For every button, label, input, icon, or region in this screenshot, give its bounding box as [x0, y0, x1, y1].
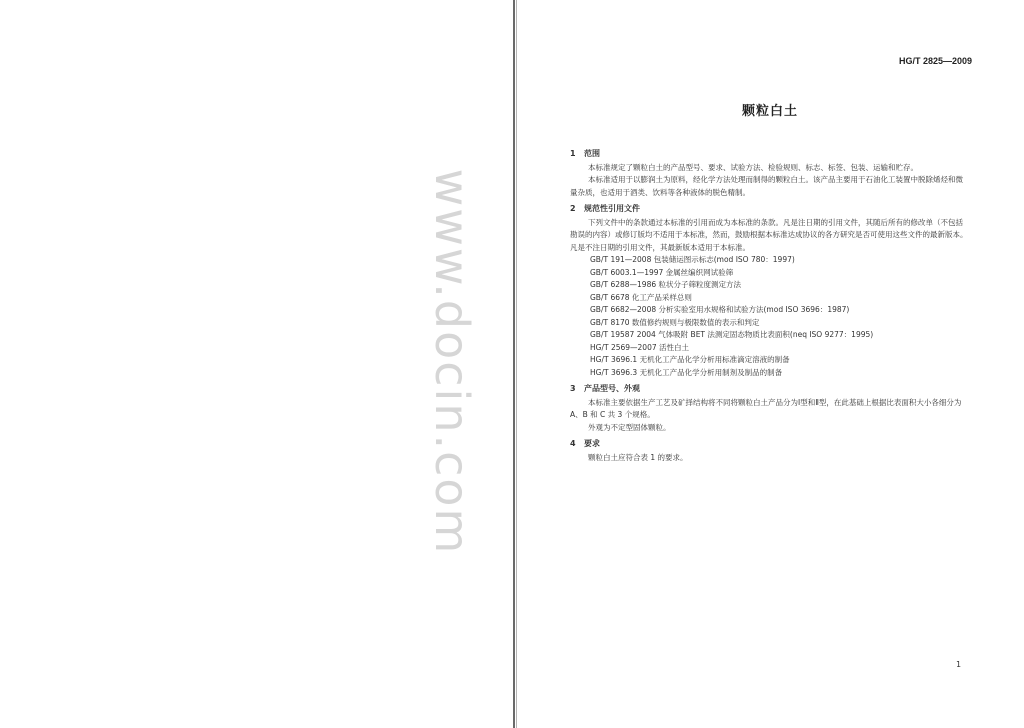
paragraph: 本标准适用于以膨润土为原料，经化学方法处理而制得的颗粒白土。该产品主要用于石油化工装置中脱除烯烃和微量杂质，也适用于酒类、饮料等各种液体的脱色精制。: [570, 175, 963, 197]
page-spine-divider: [513, 0, 515, 728]
reference-item: GB/T 8170 数值修约规则与极限数值的表示和判定: [590, 317, 760, 327]
reference-item: GB/T 6288—1986 粒状分子筛粒度测定方法: [590, 280, 742, 289]
paragraph: 下列文件中的条款通过本标准的引用而成为本标准的条款。凡是注日期的引用文件，其随后所有的修改单（不包括勘误的内容）或修订版均不适用于本标准，然而，鼓励根据本标准达成协议的各方研究是否可使用这些文件的最新版本。凡是不注日期的引用文件，其最新版本适用于本标准。: [570, 217, 968, 252]
section-title: 范围: [584, 149, 600, 158]
page-number: 1: [956, 660, 962, 669]
paragraph: 外观为不定型固体颗粒。: [588, 422, 671, 432]
section-heading: [570, 148, 970, 161]
section-title: 规范性引用文件: [584, 204, 640, 213]
section-number: 2: [570, 204, 576, 213]
paragraph: 本标准主要依据生产工艺及矿择结构将不同将颗粒白土产品分为Ⅰ型和Ⅱ型，在此基础上根据比表面积大小各细分为 A、B 和 C 共 3 个规格。: [570, 397, 962, 419]
section-number: 3: [570, 384, 576, 393]
section-title: 要求: [584, 439, 600, 448]
paragraph: 颗粒白土应符合表 1 的要求。: [588, 452, 688, 462]
reference-item: GB/T 6678 化工产品采样总则: [590, 292, 692, 302]
document-title: 颗粒白土: [741, 104, 798, 119]
page-spine-divider-light: [516, 0, 517, 728]
section-number: 1: [570, 149, 576, 158]
reference-item: GB/T 191—2008 包装储运图示标志(mod ISO 780：1997): [590, 255, 795, 264]
reference-item: GB/T 6003.1—1997 金属丝编织网试验筛: [590, 267, 734, 277]
reference-item: GB/T 19587 2004 气体吸附 BET 法测定固态物质比表面积(neq ISO 9277：1995): [590, 330, 874, 339]
section-heading: [570, 383, 970, 396]
reference-item: GB/T 6682—2008 分析实验室用水规格和试验方法(mod ISO 3696：1987): [590, 305, 850, 314]
section-number: 4: [570, 439, 576, 448]
reference-item: HG/T 3696.1 无机化工产品化学分析用标准滴定溶液的制备: [590, 355, 790, 364]
document-body: [570, 144, 970, 464]
standard-code: HG/T 2825—2009: [898, 56, 972, 66]
section-heading: [570, 203, 970, 216]
reference-item: HG/T 2569—2007 活性白土: [590, 342, 690, 352]
section-title: 产品型号、外观: [584, 384, 640, 393]
section-heading: [570, 438, 970, 451]
reference-item: HG/T 3696.3 无机化工产品化学分析用制剂及制品的制备: [590, 367, 783, 377]
paragraph: 本标准规定了颗粒白土的产品型号、要求、试验方法、检验规则、标志、标签、包装、运输和贮存。: [588, 162, 918, 172]
watermark: www.docin.com: [425, 168, 479, 556]
